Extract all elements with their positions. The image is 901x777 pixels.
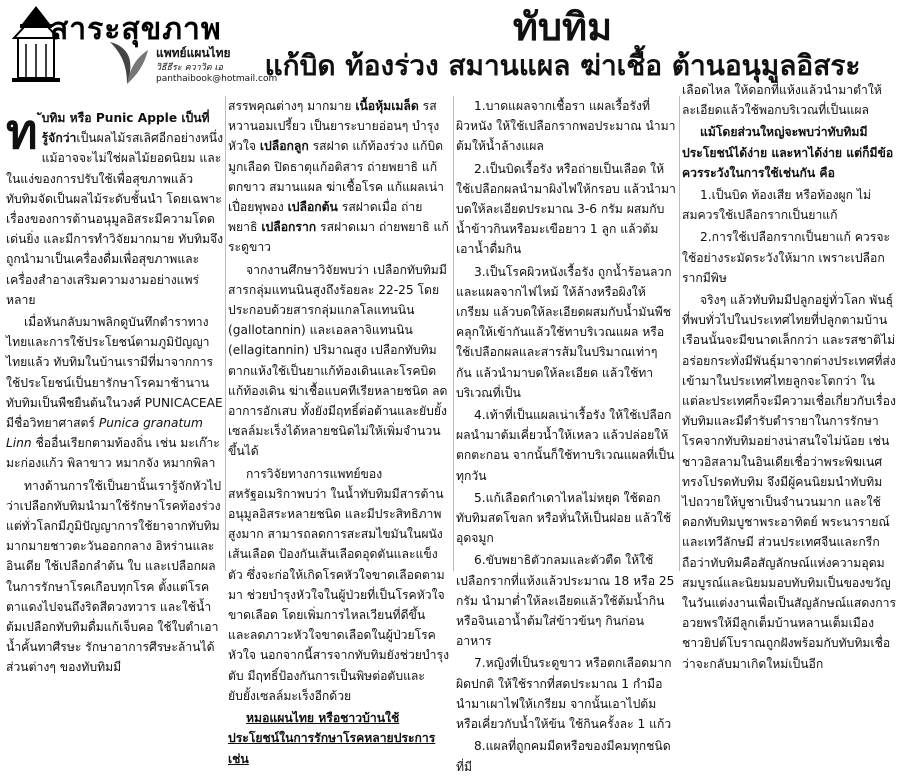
- paragraph: การวิจัยทางการแพทย์ของสหรัฐอเมริกาพบว่า ในน้ำทับทิมมีสารต้านอนุมูลอิสระหลายชนิด และมีประสิทธิภาพสูงมาก สามารถลดการสะสมไขมันในผนังเส้นเลือด ป้องกันเส้นเลือดอุดตันและแข็งตัว ซึ่งจะก่อให้เกิดโรคหัวใจขาดเลือดตามมา ช่วยบำรุงหัวใจในผู้ป่วยที่เป็นโรคหัวใจขาดเลือด โดยเพิ่มการไหลเวียนที่ดีขึ้น และลดภาวะหัวใจขาดเลือดในผู้ป่วยโรคหัวใจ นอกจากนี้สารจากทับทิมยังช่วยบำรุงตับ มีฤทธิ์ป้องกันการเป็นพิษต่อตับและยับยั้งเซลล์มะเร็งอีกด้วย: [228, 466, 450, 703]
- highlight-term: เปลือกต้น: [287, 200, 338, 215]
- highlight-term: เนื้อหุ้มเมล็ด: [355, 99, 419, 113]
- column-divider: [225, 96, 226, 571]
- drop-cap: ท: [6, 104, 38, 160]
- article-column-4: [682, 80, 896, 671]
- list-item: 6.ขับพยาธิตัวกลมและตัวตืด ให้ใช้เปลือกรากที่แห้งแล้วประมาณ 18 หรือ 25 กรัม นำมาต่ำให้ละเอียดแล้วใช้ต้มน้ำกิน หรือจินเอาน้ำต้มใส่ข้าวข้นๆ กินก่อนอาหาร: [456, 553, 675, 649]
- section-heading: หมอแผนไทย หรือชาวบ้านใช้ประโยชน์ในการรักษาโรคหลายประการ เช่น: [228, 711, 436, 766]
- paragraph-text: รสหวานอมเปรี้ยว เป็นยาระบายอ่อนๆ บำรุงหัวใจ: [228, 99, 440, 154]
- column-byline: วิธีธีระ ควาวิด เอ: [156, 63, 223, 73]
- column-email: panthaibook@hotmail.com: [156, 74, 278, 84]
- list-item: 1.เป็นบิด ท้องเสีย หรือท้องผูก ไม่สมควรใช้เปลือกรากเป็นยาแก้: [682, 188, 872, 223]
- list-item: 4.เท้าที่เป็นแผลเน่าเรื้อรัง ให้ใช้เปลือกผลนำมาต้มเคี่ยวน้ำให้เหลว แล้วปล่อยให้ตกตะกอน จากนั้นก็ใช้ทาบริเวณแผลที่เป็นทุกวัน: [456, 408, 675, 483]
- paragraph: [228, 96, 450, 258]
- paragraph: จริงๆ แล้วทับทิมมีปลูกอยู่ทั่วโลก พันธุ์ที่พบทั่วไปในประเทศไทยที่ปลูกตามบ้านเรือนนั้นจะมีขนาดเล็กกว่า และรสชาติไม่อร่อยกระทั่งมีพันธุ์มาจากต่างประเทศที่ส่งเข้ามาในประเทศไทยลูกจะโตกว่า ในแต่ละประเทศก็จะมีความเชื่อเกี่ยวกับเรื่องทับทิมและมีตำรับตำรายาในการรักษาโรคจากทับทิมอย่างน่าสนใจไม่น้อย เช่น ชาวอิสลามในอินเดียเชื่อว่าพระพิฆเนศทรงโปรดทับทิม จึงมีผู้คนนิยมนำทับทิมไปถวายให้บูชาเป็นจำนวนมาก และใช้ดอกทับทิมบูชาพระอาทิตย์ พระนารายณ์และเทวีลักษมี ส่วนประเทศจีนและกรีกถือว่าทับทิมคือสัญลักษณ์แห่งความอุดมสมบูรณ์และนิยมมอบทับทิมเป็นของขวัญในวันแต่งงานเพื่อเป็นสัญลักษณ์แสดงการอวยพรให้มีลูกเต็มบ้านหลานเต็มเมือง ชาวยิปต์โบราณถูกฝังพร้อมกับทับทิมเชื่อว่าจะกลับมาเกิดใหม่เป็นอีก: [682, 293, 896, 671]
- list-item: 2.การใช้เปลือกรากเป็นยาแก้ ควรจะใช้อย่างระมัดระวังให้มาก เพราะเปลือกรากมีพิษ: [682, 230, 891, 285]
- paragraph: เลือดไหล ให้ดอกที่แห้งแล้วนำมาตำให้ละเอียดแล้วใช้พอกบริเวณที่เป็นแผล: [682, 83, 882, 118]
- list-item: 8.แผลที่ถูกคมมีดหรือของมีคมทุกชนิดที่มี: [456, 739, 671, 774]
- paragraph-text: สรรพคุณต่างๆ มากมาย: [228, 99, 356, 113]
- column-divider: [679, 96, 680, 571]
- highlight-term: เปลือกราก: [261, 220, 317, 235]
- paragraph-text: รสฝาดเมื่อ ถ่ายพยาธิ: [228, 200, 423, 235]
- highlight-term: เปลือกลูก: [259, 139, 309, 154]
- column-logo: [6, 4, 278, 84]
- column-title: สาระสุขภาพ: [50, 12, 222, 47]
- column-subtitle: แพทย์แผนไทย: [156, 46, 231, 60]
- paragraph-text: ชื่ออื่นเรียกตามท้องถิ่น เช่น มะเก๊าะ มะก่องแก้ว พิลาขาว หมากจัง หมากพิลา: [6, 436, 220, 471]
- scientific-name: Punica granatum Linn: [6, 416, 203, 451]
- paragraph: [6, 104, 224, 310]
- article-subtitle: แก้บิด ท้องร่วง สมานแผล ฆ่าเชื้อ ต้านอนุมูลอิสระ: [264, 49, 861, 82]
- lead-text: ับทิม หรือ Punic Apple เป็นที่รู้จักว่า: [41, 111, 210, 146]
- paragraph-text: รสฝาด แก้ท้องร่วง แก้บิดมูกเลือด ปิดธาตุแก้อติสาร ถ่ายพยาธิ แก้ตกขาว สมานแผล ฆ่าเชื้อโรค แก้แผลเน่าเปื่อยพุพอง: [228, 139, 444, 215]
- list-item: 7.หญิงที่เป็นระดูขาว หรือตกเลือดมากผิดปกติ ให้ใช้รากที่สดประมาณ 1 กำมือ นำมาเผาไฟให้เกรียม จากนั้นเอาไปต้มหรือเคี่ยวกับน้ำให้ข้น ใช้กินครั้งละ 1 แก้ว: [456, 656, 672, 732]
- paragraph-text: เมื่อหันกลับมาพลิกดูบันทึกตำราทางไทยและการใช้ประโยชน์ตามภูมิปัญญาไทยแล้ว ทับทิมในบ้านเรามีที่มาจากการใช้ประโยชน์เป็นยารักษาโรคมาช้านาน ทับทิมเป็นพืชยืนต้นในวงศ์ PUNICACEAE มีชื่อวิทยาศาสตร์: [6, 315, 223, 431]
- list-item: 3.เป็นโรคผิวหนังเรื้อรัง ถูกน้ำร้อนลวก และแผลจากไฟไหม้ ให้ล้างหรือผิงให้เกรียม แล้วบดให้ละเอียดผสมกับน้ำมันพืชคลุกให้เข้ากันแล้วใช้ทาบริเวณแผล หรือใช้เปลือกผลและสารส้มในปริมาณเท่าๆ กัน แล้วนำมาบดให้ละเอียด แล้วใช้ทาบริเวณที่เป็น: [456, 264, 672, 400]
- paragraph-text: เป็นผลไม้รสเลิศอีกอย่างหนึ่ง แม้อาจจะไม่ใช่ผลไม้ยอดนิยม และในแง่ของการปรับใช้เพื่อสุขภาพแล้ว ทับทิมจัดเป็นผลไม้ระดับชั้นนำ โดยเฉพาะเรื่องของการต้านอนุมูลอิสระมีความโดดเด่นยิ่ง และมีการทำวิจัยมากมาย ทับทิมจึงถูกนำมาเป็นเครื่องดื่มเพื่อสุขภาพและเครื่องสำอางเสริมความงามอย่างแพร่หลาย: [6, 131, 224, 307]
- paragraph: [6, 312, 224, 474]
- column-divider: [453, 96, 454, 571]
- list-item: 1.บาดแผลจากเชื้อรา แผลเรื้อรังที่ผิวหนัง ให้ใช้เปลือกรากพอประมาณ นำมาต้มให้น้ำล้างแผล: [456, 99, 676, 154]
- paragraph: จากงานศึกษาวิจัยพบว่า เปลือกทับทิมมีสารกลุ่มแทนนินสูงถึงร้อยละ 22-25 โดยประกอบด้วยสารกลุ่มแกลโลแทนนิน (gallotannin) และเอลลาจิแทนนิน (ellagitannin) ปริมาณสูง เปลือกทับทิมตากแห้งใช้เป็นยาแก้ท้องเดินและโรคบิดแก้ท้องเดิน ฆ่าเชื้อแบคทีเรียหลายชนิด ลดอาการอักเสบ ทั้งยังมีฤทธิ์ต่อต้านและยับยั้งเซลล์มะเร็งได้หลายชนิดไม่ให้เพิ่มจำนวนขึ้นได้: [228, 262, 448, 459]
- paragraph-text: รสฝาดเมา ถ่ายพยาธิ แก้ระดูขาว: [228, 220, 449, 255]
- article-column-3: [456, 96, 676, 774]
- article-title: ทับทิม: [512, 5, 613, 49]
- paragraph: ทางด้านการใช้เป็นยานั้นเรารู้จักหัวไปว่าเปลือกทับทิมนำมาใช้รักษาโรคท้องร่วง แต่ทั่วโลกมีภูมิปัญญาการใช้ยาจากทับทิมมากมายชาวตะวันออกกลาง อิหร่านและอินเดีย ใช้เปลือกลำต้น ใบ และเปลือกผลในการรักษาโรคเกือบทุกโรค ตั้งแต่โรคตาแดงไปจนถึงริดสีดวงทวาร และใช้น้ำต้มเปลือกทับทิมดื่มแก้เจ็บคอ ใช้ใบตำเอาน้ำคั้นทาศีรษะ รักษาอาการศีรษะล้านได้ ส่วนต่างๆ ของทับทิมมี: [6, 478, 222, 675]
- article-column-2: [228, 96, 450, 766]
- section-heading: แม้โดยส่วนใหญ่จะพบว่าทับทิมมีประโยชน์ได้ง่าย และหาได้ง่าย แต่ก็มีข้อควรระวังในการใช้เช่นกัน คือ: [682, 125, 894, 180]
- list-item: 2.เป็นบิดเรื้อรัง หรือถ่ายเป็นเลือด ให้ใช้เปลือกผลนำมาผิงไฟให้กรอบ แล้วนำมาบดให้ละเอียดประมาณ 3-6 กรัม ผสมกับน้ำข้าวกินหรือมะเขือยาว 1 ลูก แล้วต้มเอาน้ำดื่มกิน: [456, 161, 676, 257]
- list-item: 5.แก้เลือดกำเดาไหลไม่หยุด ใช้ดอกทับทิมสดโขลก หรือหั่นให้เป็นฝอย แล้วใช้อุดจมูก: [456, 490, 672, 546]
- article-column-1: [6, 104, 224, 675]
